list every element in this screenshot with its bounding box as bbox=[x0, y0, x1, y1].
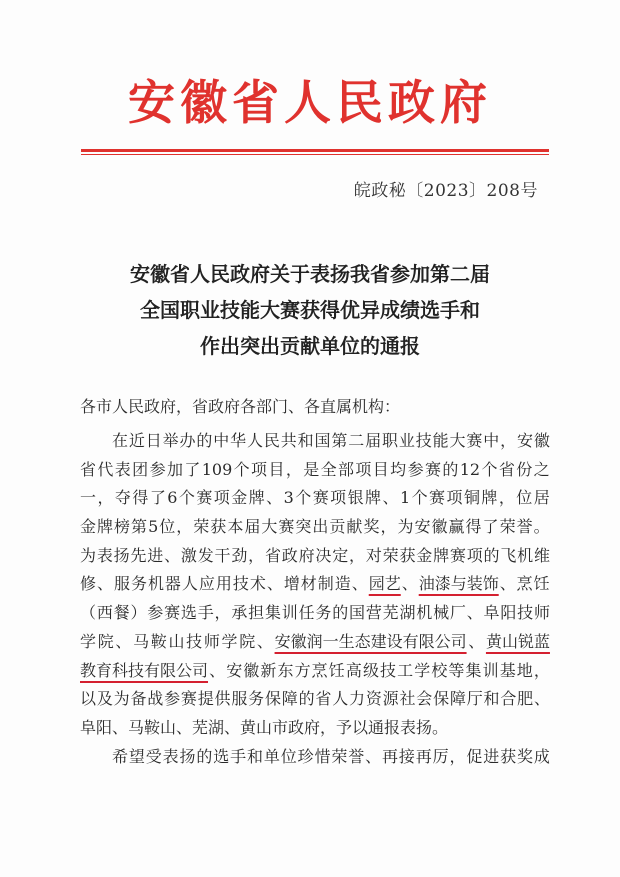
char: 位 bbox=[159, 517, 176, 537]
char: 份 bbox=[516, 459, 533, 479]
body-line-11: 阜阳、马鞍山、芜湖、黄山市政府，予以通报表扬。 bbox=[80, 717, 449, 737]
char: 得 bbox=[465, 517, 482, 537]
char: 学 bbox=[414, 660, 431, 680]
char: 项 bbox=[251, 459, 268, 479]
char: （ bbox=[80, 603, 97, 623]
char: 全 bbox=[320, 459, 337, 479]
char: 本 bbox=[227, 517, 244, 537]
char: 承 bbox=[231, 603, 248, 623]
char: 牌 bbox=[248, 488, 265, 508]
char: 的 bbox=[332, 603, 349, 623]
char: 障 bbox=[281, 689, 298, 709]
char: 居 bbox=[533, 488, 550, 508]
char: 荣 bbox=[499, 517, 516, 537]
body-line-6 bbox=[80, 570, 550, 599]
char: 徽 bbox=[431, 517, 448, 537]
char: 定 bbox=[332, 545, 349, 565]
char: 荣 bbox=[331, 746, 348, 766]
char: ， bbox=[380, 517, 397, 537]
char: 阜 bbox=[483, 603, 500, 623]
char: 营 bbox=[365, 603, 382, 623]
char: 华 bbox=[230, 431, 247, 450]
char: 厅 bbox=[466, 689, 483, 709]
char: 校 bbox=[431, 660, 448, 680]
char: 个 bbox=[481, 459, 498, 479]
char: 学 bbox=[80, 631, 97, 651]
char: 夺 bbox=[114, 488, 131, 508]
char: 人 bbox=[332, 689, 349, 709]
char: 共 bbox=[280, 431, 297, 450]
char: 12 bbox=[459, 459, 481, 479]
char: 民 bbox=[263, 431, 280, 450]
char: 选 bbox=[180, 603, 197, 623]
body-line-4 bbox=[80, 513, 550, 542]
char: 均 bbox=[390, 459, 407, 479]
char: 受 bbox=[145, 746, 162, 766]
char: 、 bbox=[468, 631, 485, 651]
char: 获 bbox=[500, 746, 517, 766]
char: 单 bbox=[263, 746, 280, 766]
char: 参 bbox=[147, 603, 164, 623]
char: 加 bbox=[166, 459, 183, 479]
char: 保 bbox=[433, 689, 450, 709]
char: ， bbox=[500, 431, 517, 450]
char: 师 bbox=[203, 631, 220, 651]
char: 、 bbox=[96, 574, 113, 594]
underlined-item-runyi: 安徽润一生态建设有限公司 bbox=[274, 631, 467, 651]
char: 激 bbox=[180, 545, 197, 565]
char: 在 bbox=[112, 431, 129, 450]
char: 厂 bbox=[449, 603, 466, 623]
char: 的 bbox=[196, 431, 213, 450]
char: 了 bbox=[482, 517, 499, 537]
char: 担 bbox=[248, 603, 265, 623]
char: 誉 bbox=[516, 517, 533, 537]
char: 参 bbox=[164, 689, 181, 709]
char: 。 bbox=[533, 517, 550, 537]
char: 餐 bbox=[113, 603, 130, 623]
char: 干 bbox=[214, 545, 231, 565]
char: 第 bbox=[331, 431, 348, 450]
char: 奖 bbox=[517, 746, 534, 766]
char: 业 bbox=[398, 431, 415, 450]
char: 发 bbox=[197, 545, 214, 565]
char: 国 bbox=[349, 603, 366, 623]
char: 保 bbox=[264, 689, 281, 709]
char: ， bbox=[449, 746, 466, 766]
char: 应 bbox=[198, 574, 215, 594]
char: 一 bbox=[80, 488, 97, 508]
char: 以 bbox=[80, 689, 97, 709]
char: 二 bbox=[348, 431, 365, 450]
char: ， bbox=[285, 459, 302, 479]
char: 日 bbox=[145, 431, 162, 450]
char: 社 bbox=[399, 689, 416, 709]
char: 项 bbox=[213, 488, 230, 508]
char: 进 bbox=[147, 545, 164, 565]
char: 、 bbox=[266, 488, 283, 508]
char: 饪 bbox=[533, 574, 550, 594]
char: 基 bbox=[499, 660, 516, 680]
char: 烹 bbox=[516, 574, 533, 594]
char: 技 bbox=[232, 574, 249, 594]
char: 材 bbox=[300, 574, 317, 594]
body-line-7 bbox=[80, 599, 550, 628]
char: 、 bbox=[164, 545, 181, 565]
char: 和 bbox=[247, 746, 264, 766]
char: 新 bbox=[260, 660, 277, 680]
char: 大 bbox=[449, 431, 466, 450]
char: 、 bbox=[382, 488, 399, 508]
char: 再 bbox=[382, 746, 399, 766]
char: 飞 bbox=[500, 545, 517, 565]
body-line-10 bbox=[80, 685, 550, 714]
char: 提 bbox=[197, 689, 214, 709]
char: 备 bbox=[130, 689, 147, 709]
char: 阳 bbox=[500, 603, 517, 623]
char: 鞍 bbox=[150, 631, 167, 651]
char: 、 bbox=[365, 746, 382, 766]
body-line-12 bbox=[80, 743, 550, 772]
char: 西 bbox=[96, 603, 113, 623]
document-number: 皖政秘〔2023〕208号 bbox=[353, 181, 538, 201]
underlined-item-youqi: 油漆与装饰 bbox=[418, 574, 499, 594]
char: 位 bbox=[516, 488, 533, 508]
char: 惜 bbox=[314, 746, 331, 766]
char: 械 bbox=[433, 603, 450, 623]
char: 赛 bbox=[180, 689, 197, 709]
underlined-item-huangshan-b: 教育科技有限公司 bbox=[80, 660, 209, 680]
char: 接 bbox=[398, 746, 415, 766]
char: 湖 bbox=[399, 603, 416, 623]
char: ） bbox=[130, 603, 147, 623]
char: 代 bbox=[97, 459, 114, 479]
char: 高 bbox=[345, 660, 362, 680]
char: 榜 bbox=[114, 517, 131, 537]
char: 6 bbox=[167, 488, 178, 508]
body-line-3 bbox=[80, 484, 550, 513]
char: 进 bbox=[483, 746, 500, 766]
char: 力 bbox=[349, 689, 366, 709]
char: 手 bbox=[197, 603, 214, 623]
char: 牌 bbox=[481, 488, 498, 508]
char: 障 bbox=[449, 689, 466, 709]
char: 马 bbox=[133, 631, 150, 651]
char: 修 bbox=[80, 574, 97, 594]
char: 是 bbox=[303, 459, 320, 479]
char: 1 bbox=[399, 488, 411, 508]
char: 人 bbox=[181, 574, 198, 594]
char: 出 bbox=[312, 517, 329, 537]
document-title bbox=[0, 256, 620, 364]
char: 、 bbox=[466, 603, 483, 623]
char: 徽 bbox=[243, 660, 260, 680]
char: 项 bbox=[330, 488, 347, 508]
char: 部 bbox=[338, 459, 355, 479]
char: 及 bbox=[96, 689, 113, 709]
char: 团 bbox=[132, 459, 149, 479]
char: ， bbox=[248, 545, 265, 565]
char: 3 bbox=[283, 488, 294, 508]
char: 省 bbox=[264, 545, 281, 565]
char: 扬 bbox=[179, 746, 196, 766]
title-line-3: 作出突出贡献单位的通报 bbox=[200, 334, 420, 358]
char: 举 bbox=[162, 431, 179, 450]
char: 、 bbox=[209, 660, 226, 680]
char: 方 bbox=[294, 660, 311, 680]
char: 战 bbox=[147, 689, 164, 709]
char: 誉 bbox=[348, 746, 365, 766]
char: 的 bbox=[442, 459, 459, 479]
agency-header: 安徽省人民政府 bbox=[128, 76, 492, 131]
char: 安 bbox=[226, 660, 243, 680]
char: 参 bbox=[149, 459, 166, 479]
char: 促 bbox=[466, 746, 483, 766]
char: 个 bbox=[233, 459, 250, 479]
char: 赢 bbox=[448, 517, 465, 537]
char: 师 bbox=[533, 603, 550, 623]
char: 服 bbox=[231, 689, 248, 709]
char: 位 bbox=[280, 746, 297, 766]
char: 技 bbox=[186, 631, 203, 651]
char: 获 bbox=[210, 517, 227, 537]
char: 银 bbox=[347, 488, 364, 508]
char: 训 bbox=[281, 603, 298, 623]
char: ， bbox=[349, 545, 366, 565]
char: 手 bbox=[230, 746, 247, 766]
char: 表 bbox=[114, 459, 131, 479]
char: 项 bbox=[355, 459, 372, 479]
char: 铜 bbox=[463, 488, 480, 508]
char: 集 bbox=[264, 603, 281, 623]
char: 金 bbox=[231, 488, 248, 508]
char: 奖 bbox=[363, 517, 380, 537]
char: 大 bbox=[261, 517, 278, 537]
char: 工 bbox=[397, 660, 414, 680]
char: 赛 bbox=[196, 488, 213, 508]
char: 国 bbox=[314, 431, 331, 450]
char: 集 bbox=[465, 660, 482, 680]
char: 金 bbox=[416, 545, 433, 565]
char: 造 bbox=[334, 574, 351, 594]
underlined-item-yuanyi: 园艺 bbox=[368, 574, 401, 594]
char: 的 bbox=[298, 689, 315, 709]
char: 赛 bbox=[429, 488, 446, 508]
char: 牌 bbox=[97, 517, 114, 537]
char: 对 bbox=[365, 545, 382, 565]
char: 、 bbox=[351, 574, 368, 594]
char: 厉 bbox=[432, 746, 449, 766]
char: 表 bbox=[162, 746, 179, 766]
char: 为 bbox=[113, 689, 130, 709]
char: 职 bbox=[382, 431, 399, 450]
char: 第 bbox=[131, 517, 148, 537]
char: 荣 bbox=[193, 517, 210, 537]
char: 届 bbox=[365, 431, 382, 450]
char: 再 bbox=[415, 746, 432, 766]
char: 省 bbox=[80, 459, 97, 479]
char: 之 bbox=[533, 459, 550, 479]
char: 安 bbox=[517, 431, 534, 450]
char: 赛 bbox=[278, 517, 295, 537]
char: 希 bbox=[112, 746, 129, 766]
char: 院 bbox=[97, 631, 114, 651]
red-divider-thin bbox=[81, 154, 549, 155]
char: 、 bbox=[256, 631, 273, 651]
char: 省 bbox=[498, 459, 515, 479]
char: 服 bbox=[113, 574, 130, 594]
char: 个 bbox=[178, 488, 195, 508]
char: 目 bbox=[372, 459, 389, 479]
body-line-9 bbox=[80, 657, 550, 686]
char: 中 bbox=[213, 431, 230, 450]
char: 、 bbox=[401, 574, 418, 594]
char: 项 bbox=[446, 488, 463, 508]
char: 饪 bbox=[328, 660, 345, 680]
char: 机 bbox=[416, 603, 433, 623]
char: 务 bbox=[315, 603, 332, 623]
char: 技 bbox=[380, 660, 397, 680]
char: 器 bbox=[164, 574, 181, 594]
char: 、 bbox=[533, 689, 550, 709]
char: 109 bbox=[201, 459, 233, 479]
char: 的 bbox=[483, 545, 500, 565]
char: 劲 bbox=[231, 545, 248, 565]
red-divider-thick bbox=[81, 149, 549, 152]
char: ， bbox=[533, 660, 550, 680]
char: 望 bbox=[128, 746, 145, 766]
char: 东 bbox=[277, 660, 294, 680]
char: 了 bbox=[149, 488, 166, 508]
char: 牌 bbox=[365, 488, 382, 508]
char: 等 bbox=[448, 660, 465, 680]
char: 赛 bbox=[312, 488, 329, 508]
char: 中 bbox=[483, 431, 500, 450]
char: 扬 bbox=[113, 545, 130, 565]
char: 目 bbox=[268, 459, 285, 479]
char: 技 bbox=[517, 603, 534, 623]
title-line-2: 全国职业技能大赛获得优异成绩选手和 bbox=[140, 298, 480, 322]
char: 府 bbox=[298, 545, 315, 565]
char: 地 bbox=[516, 660, 533, 680]
char: 务 bbox=[130, 574, 147, 594]
char: 得 bbox=[132, 488, 149, 508]
char: 源 bbox=[382, 689, 399, 709]
char: 机 bbox=[517, 545, 534, 565]
char: 了 bbox=[184, 459, 201, 479]
char: 烹 bbox=[311, 660, 328, 680]
char: 决 bbox=[315, 545, 332, 565]
char: 、 bbox=[266, 574, 283, 594]
char: 安 bbox=[414, 517, 431, 537]
char: 为 bbox=[80, 545, 97, 565]
char: 和 bbox=[483, 689, 500, 709]
char: 维 bbox=[533, 545, 550, 565]
salutation: 各市人民政府，省政府各部门、各直属机构： bbox=[80, 397, 401, 416]
char: 徽 bbox=[533, 431, 550, 450]
char: 赛 bbox=[424, 459, 441, 479]
char: 芜 bbox=[382, 603, 399, 623]
char: 个 bbox=[411, 488, 428, 508]
char: 项 bbox=[466, 545, 483, 565]
char: 增 bbox=[283, 574, 300, 594]
char: 资 bbox=[365, 689, 382, 709]
char: 赛 bbox=[449, 545, 466, 565]
char: 获 bbox=[399, 545, 416, 565]
body-line-2 bbox=[80, 456, 550, 485]
char: 会 bbox=[416, 689, 433, 709]
char: 级 bbox=[362, 660, 379, 680]
char: 务 bbox=[248, 689, 265, 709]
char: 珍 bbox=[297, 746, 314, 766]
char: 献 bbox=[346, 517, 363, 537]
char: 参 bbox=[407, 459, 424, 479]
char: 5 bbox=[148, 517, 159, 537]
char: 肥 bbox=[517, 689, 534, 709]
char: 突 bbox=[295, 517, 312, 537]
char: 训 bbox=[482, 660, 499, 680]
char: 、 bbox=[115, 631, 132, 651]
char: 选 bbox=[213, 746, 230, 766]
body-text bbox=[80, 427, 550, 771]
char: 机 bbox=[147, 574, 164, 594]
title-line-1: 安徽省人民政府关于表扬我省参加第二届 bbox=[130, 262, 490, 286]
body-line-5 bbox=[80, 542, 550, 571]
char: 表 bbox=[96, 545, 113, 565]
char: 贡 bbox=[329, 517, 346, 537]
char: 政 bbox=[281, 545, 298, 565]
char: 省 bbox=[315, 689, 332, 709]
char: 学 bbox=[221, 631, 238, 651]
body-line-8 bbox=[80, 628, 550, 657]
char: 能 bbox=[432, 431, 449, 450]
char: 办 bbox=[179, 431, 196, 450]
char: 金 bbox=[80, 517, 97, 537]
char: ， bbox=[97, 488, 114, 508]
char: 供 bbox=[214, 689, 231, 709]
char: ， bbox=[214, 603, 231, 623]
char: 近 bbox=[128, 431, 145, 450]
char: 合 bbox=[500, 689, 517, 709]
char: 和 bbox=[297, 431, 314, 450]
char: 荣 bbox=[382, 545, 399, 565]
char: 个 bbox=[295, 488, 312, 508]
char: 为 bbox=[397, 517, 414, 537]
char: 成 bbox=[533, 746, 550, 766]
char: 牌 bbox=[433, 545, 450, 565]
underlined-item-huangshan-a: 黄山锐蓝 bbox=[485, 631, 550, 651]
char: ， bbox=[176, 517, 193, 537]
char: 院 bbox=[239, 631, 256, 651]
char: 的 bbox=[196, 746, 213, 766]
char: 用 bbox=[215, 574, 232, 594]
char: 赛 bbox=[466, 431, 483, 450]
char: ， bbox=[498, 488, 515, 508]
char: 术 bbox=[249, 574, 266, 594]
char: 制 bbox=[317, 574, 334, 594]
char: 技 bbox=[415, 431, 432, 450]
char: 先 bbox=[130, 545, 147, 565]
char: 届 bbox=[244, 517, 261, 537]
char: 、 bbox=[499, 574, 516, 594]
body-line-1 bbox=[80, 427, 550, 456]
char: 人 bbox=[247, 431, 264, 450]
char: 山 bbox=[168, 631, 185, 651]
char: 任 bbox=[298, 603, 315, 623]
char: 赛 bbox=[164, 603, 181, 623]
